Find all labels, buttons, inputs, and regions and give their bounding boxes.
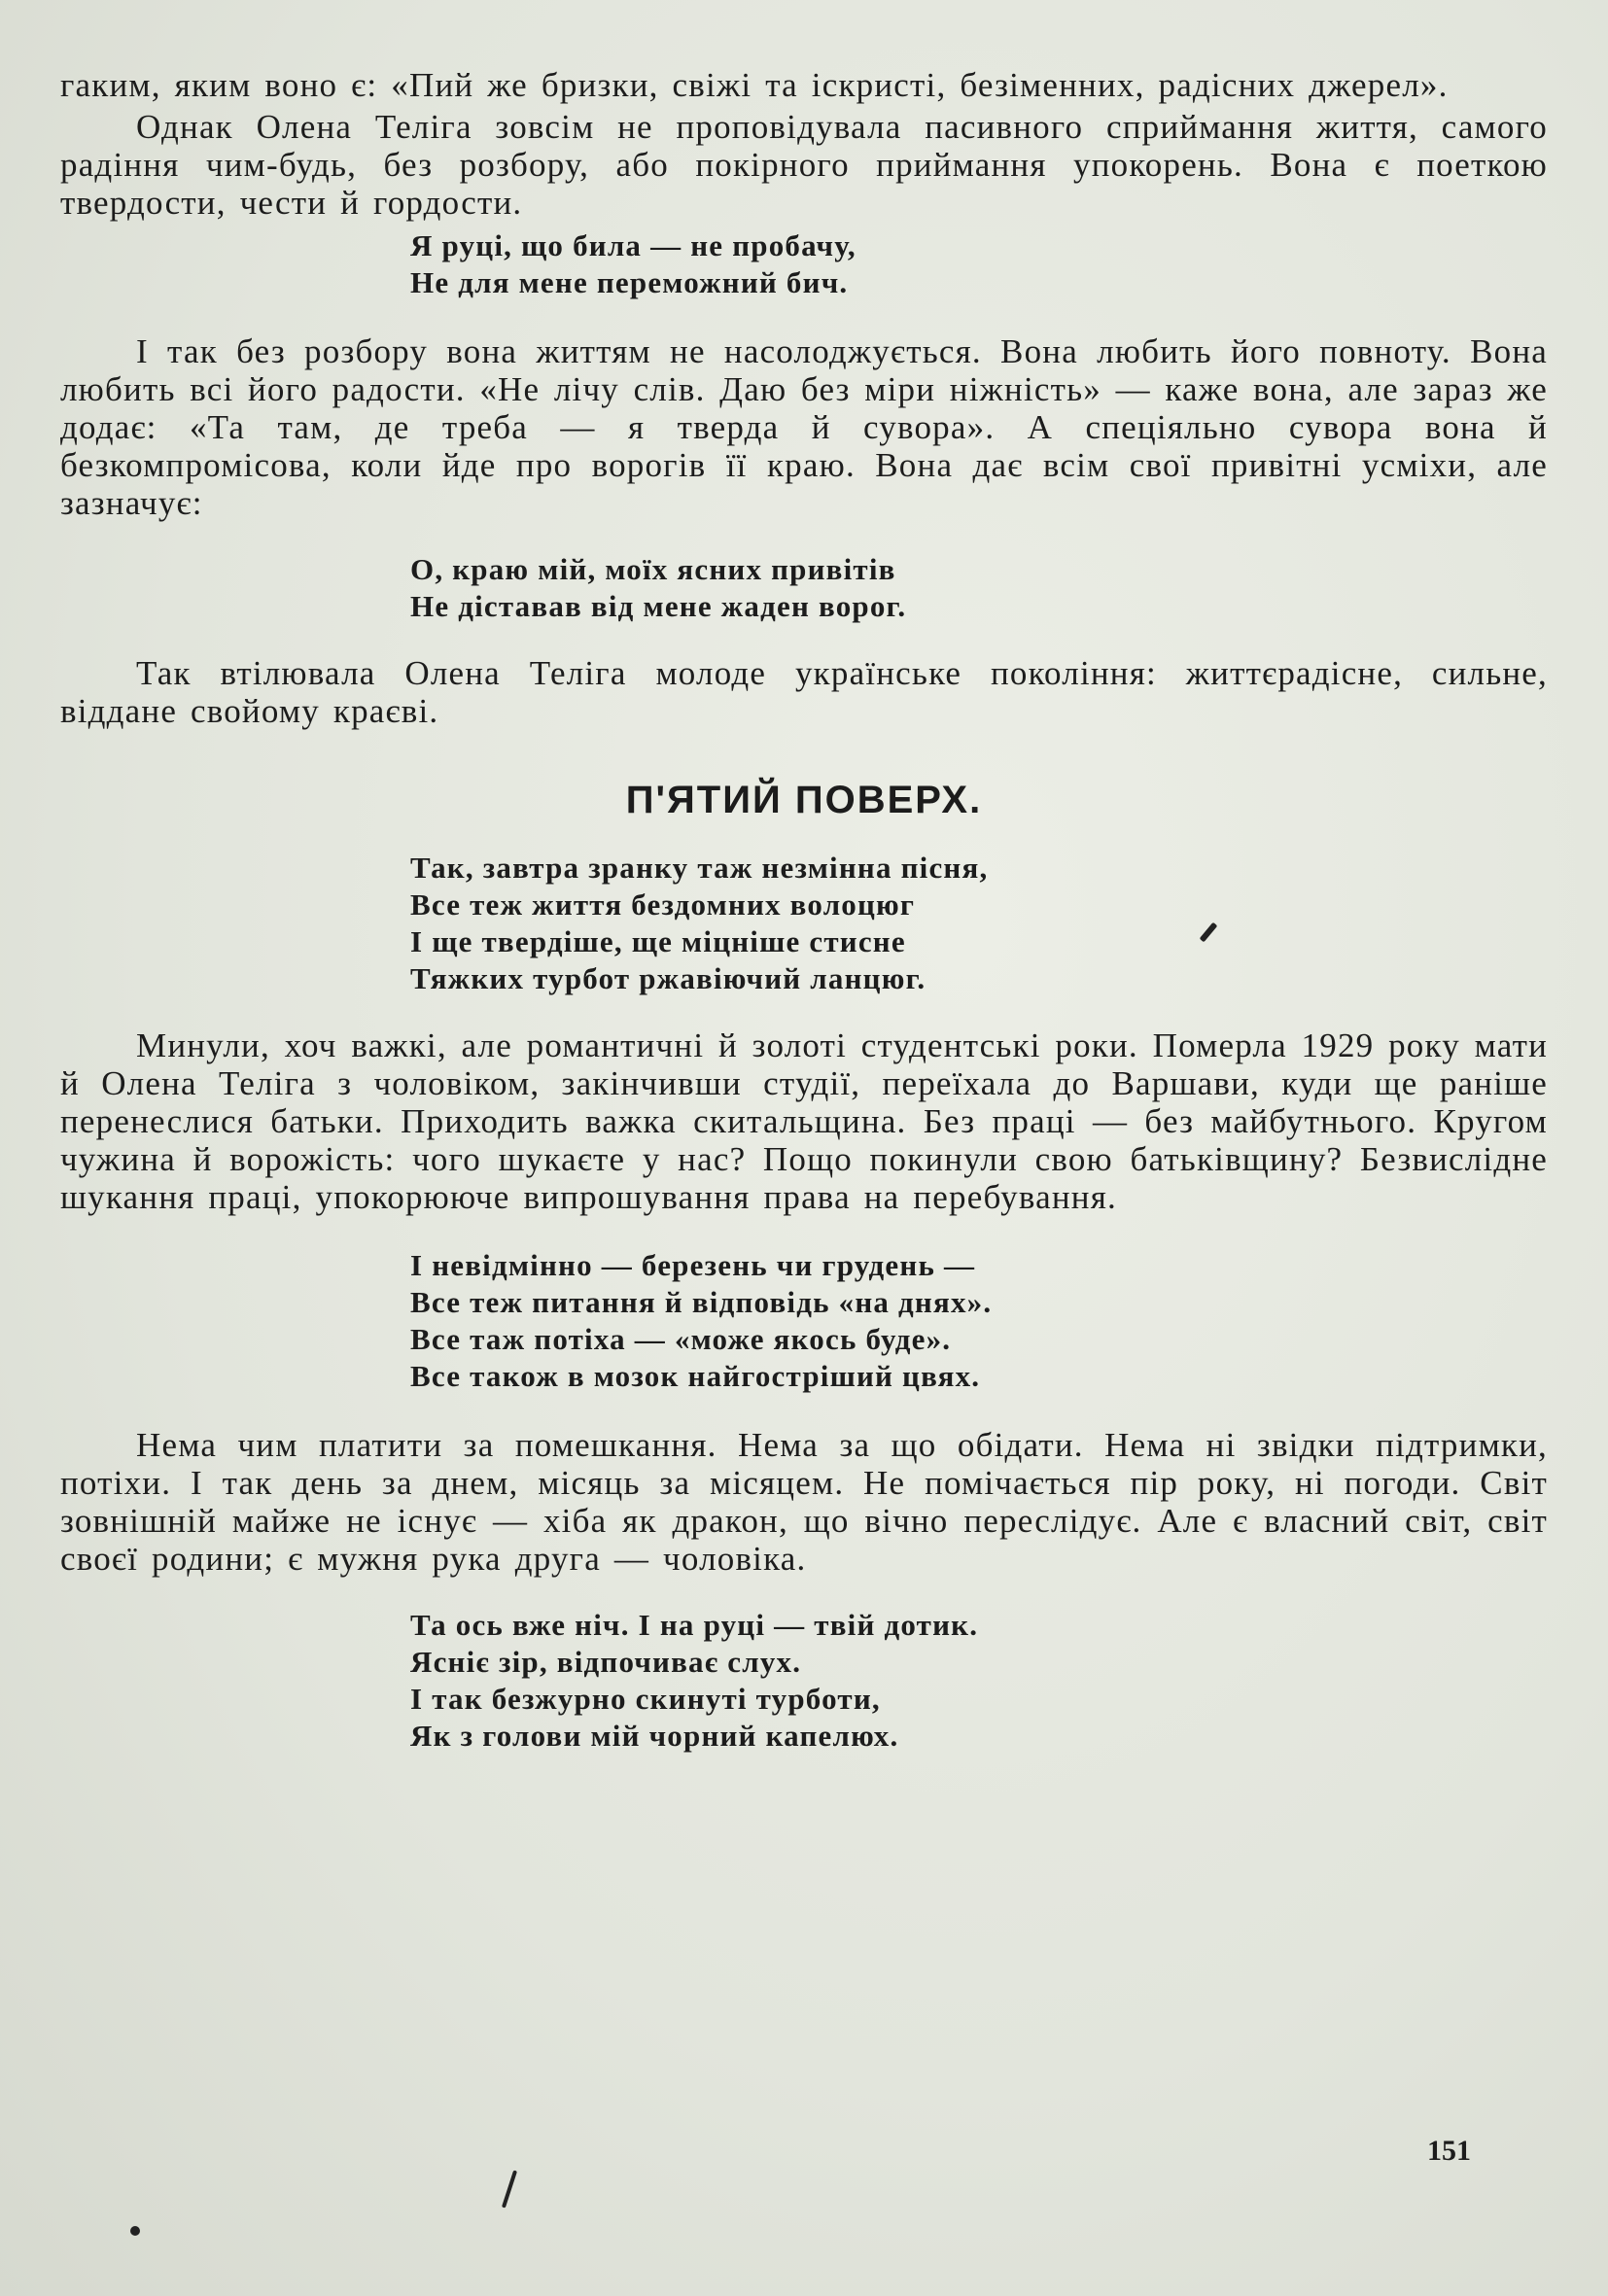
verse-line: О, краю мій, моїх ясних привітів — [410, 552, 896, 586]
verse-4 — [410, 1247, 1548, 1395]
paragraph-3: І так без розбору вона життям не насолоджується. Вона любить його повноту. Вона любить всі його радости. «Не лічу слів. Даю без міри ніжність» — каже вона, але зараз же додає: «Та там, де треба — я тверда й сувора». А спеціяльно сувора вона й безкомпромісова, коли йде про ворогів її краю. Вона дає всім свої привітні усміхи, але зазначує: — [60, 332, 1548, 522]
verse-line: Тяжких турбот ржавіючий ланцюг. — [410, 961, 926, 995]
verse-line: Все таж потіха — «може якось буде». — [410, 1322, 952, 1356]
verse-line: Не для мене переможний бич. — [410, 265, 849, 299]
verse-line: Все теж життя бездомних волоцюг — [410, 887, 916, 922]
verse-line: Як з голови мій чорний капелюх. — [410, 1719, 899, 1753]
verse-line: Все теж питання й відповідь «на днях». — [410, 1285, 993, 1319]
verse-line: І так безжурно скинуті турботи, — [410, 1682, 881, 1716]
page-number: 151 — [1427, 2135, 1471, 2167]
section-heading: П'ЯТИЙ ПОВЕРХ. — [625, 779, 983, 821]
verse-line: Не діставав від мене жаден ворог. — [410, 589, 907, 623]
verse-line: Так, завтра зранку таж незмінна пісня, — [410, 851, 989, 885]
pencil-mark — [502, 2170, 517, 2208]
verse-3 — [410, 850, 1548, 997]
paragraph-4: Так втілювала Олена Теліга молоде українське покоління: життєрадісне, сильне, віддане свойому краєві. — [60, 654, 1548, 730]
verse-line: Я руці, що била — не пробачу, — [410, 228, 856, 262]
verse-1 — [410, 227, 1548, 301]
verse-line: Все також в мозок найгостріший цвях. — [410, 1359, 981, 1393]
paragraph-6: Нема чим платити за помешкання. Нема за що обідати. Нема ні звідки підтримки, потіхи. І так день за днем, місяць за місяцем. Не помічається пір року, ні погоди. Світ зовнішній майже не існує — хіба як дракон, що вічно переслідує. Але є власний світ, світ своєї родини; є мужня рука друга — чоловіка. — [60, 1426, 1548, 1578]
book-page — [60, 66, 1548, 1755]
verse-5 — [410, 1607, 1548, 1755]
verse-line: Та ось вже ніч. І на руці — твій дотик. — [410, 1608, 979, 1642]
paragraph-2: Однак Олена Теліга зовсім не проповідувала пасивного сприймання життя, самого радіння чим-будь, без розбору, або покірного приймання упокорень. Вона є поеткою твердости, чести й гордости. — [60, 108, 1548, 222]
verse-2 — [410, 551, 1548, 625]
ink-speck — [130, 2226, 140, 2236]
verse-line: Яснiє зір, відпочиває слух. — [410, 1645, 802, 1679]
paragraph-5: Минули, хоч важкі, але романтичні й золоті студентські роки. Померла 1929 року мати й Олена Теліга з чоловіком, закінчивши студії, переїхала до Варшави, куди ще раніше перенеслися батьки. Приходить важка скитальщина. Без праці — без майбутнього. Кругом чужина й ворожість: чого шукаєте у нас? Пощо покинули свою батьківщину? Безвислідне шукання праці, упокорюючe випрошування права на перебування. — [60, 1026, 1548, 1216]
paragraph-1: гаким, яким воно є: «Пий же бризки, свіжі та іскристі, безіменних, радісних джерел». — [60, 66, 1449, 104]
verse-line: І невідмінно — березень чи грудень — — [410, 1248, 976, 1282]
verse-line: І ще твердіше, ще міцніше стисне — [410, 924, 906, 958]
